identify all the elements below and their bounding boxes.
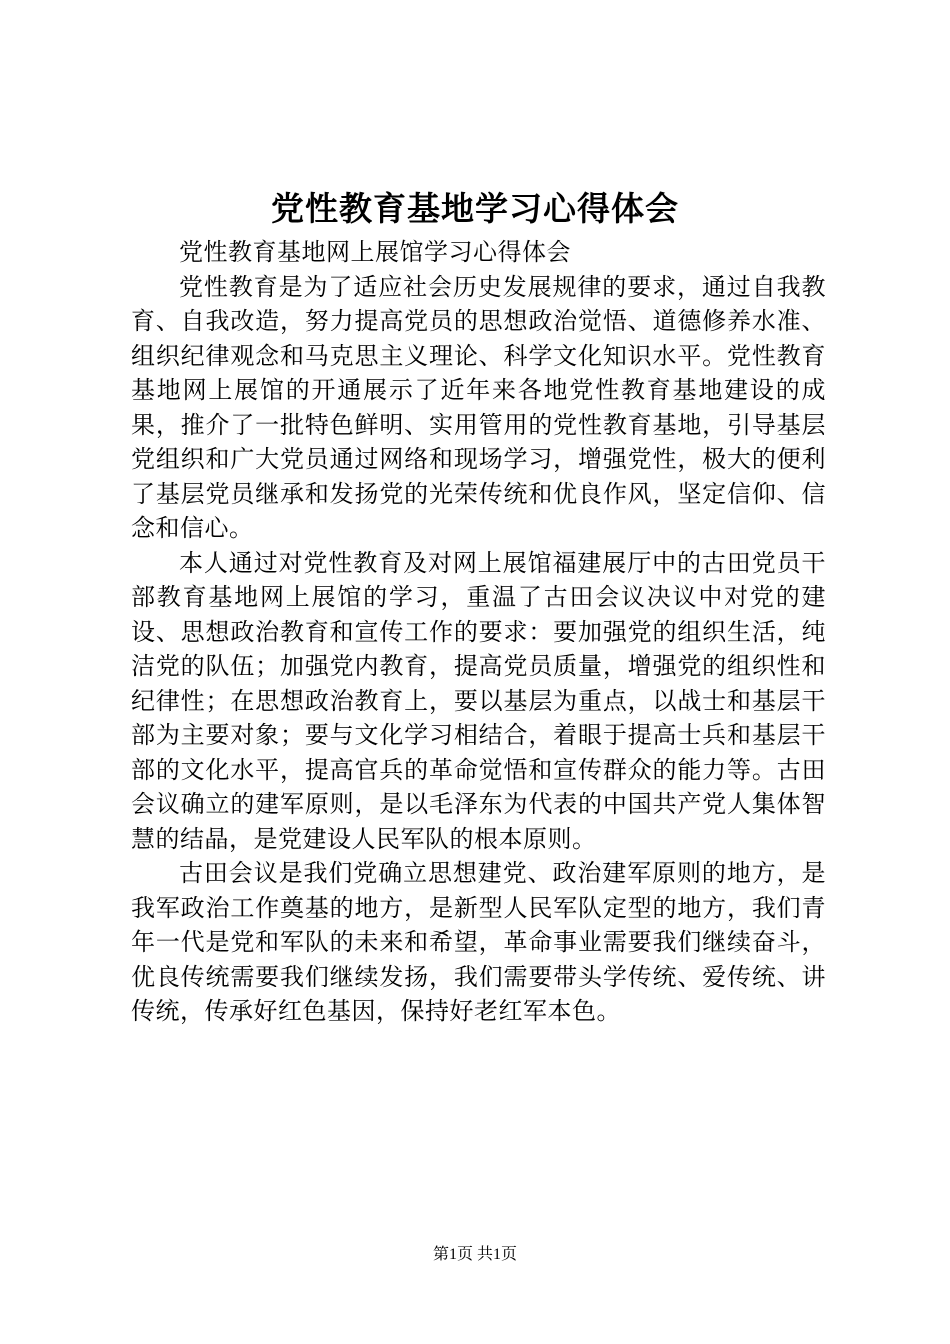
body-paragraph: 古田会议是我们党确立思想建党、政治建军原则的地方，是我军政治工作奠基的地方，是新型人民军队定型的地方，我们青年一代是党和军队的未来和希望，革命事业需要我们继续奋斗，优良传统需要我们继续发扬，我们需要带头学传统、爱传统、讲传统，传承好红色基因，保持好老红军本色。 [131,859,826,1025]
document-body [131,235,826,1029]
body-paragraph: 本人通过对党性教育及对网上展馆福建展厅中的古田党员干部教育基地网上展馆的学习，重温了古田会议决议中对党的建设、思想政治教育和宣传工作的要求：要加强党的组织生活，纯洁党的队伍；加强党内教育，提高党员质量，增强党的组织性和纪律性；在思想政治教育上，要以基层为重点，以战士和基层干部为主要对象；要与文化学习相结合，着眼于提高士兵和基层干部的文化水平，提高官兵的革命觉悟和宣传群众的能力等。古田会议确立的建军原则，是以毛泽东为代表的中国共产党人集体智慧的结晶，是党建设人民军队的根本原则。 [131,548,826,853]
body-paragraph: 党性教育是为了适应社会历史发展规律的要求，通过自我教育、自我改造，努力提高党员的思想政治觉悟、道德修养水准、组织纪律观念和马克思主义理论、科学文化知识水平。党性教育基地网上展馆的开通展示了近年来各地党性教育基地建设的成果，推介了一批特色鲜明、实用管用的党性教育基地，引导基层党组织和广大党员通过网络和现场学习，增强党性，极大的便利了基层党员继承和发扬党的光荣传统和优良作风，坚定信仰、信念和信心。 [131,272,826,542]
document-title: 党性教育基地学习心得体会 [271,189,679,228]
subtitle-paragraph: 党性教育基地网上展馆学习心得体会 [179,238,571,266]
page-footer: 第1页 共1页 [432,1246,517,1263]
